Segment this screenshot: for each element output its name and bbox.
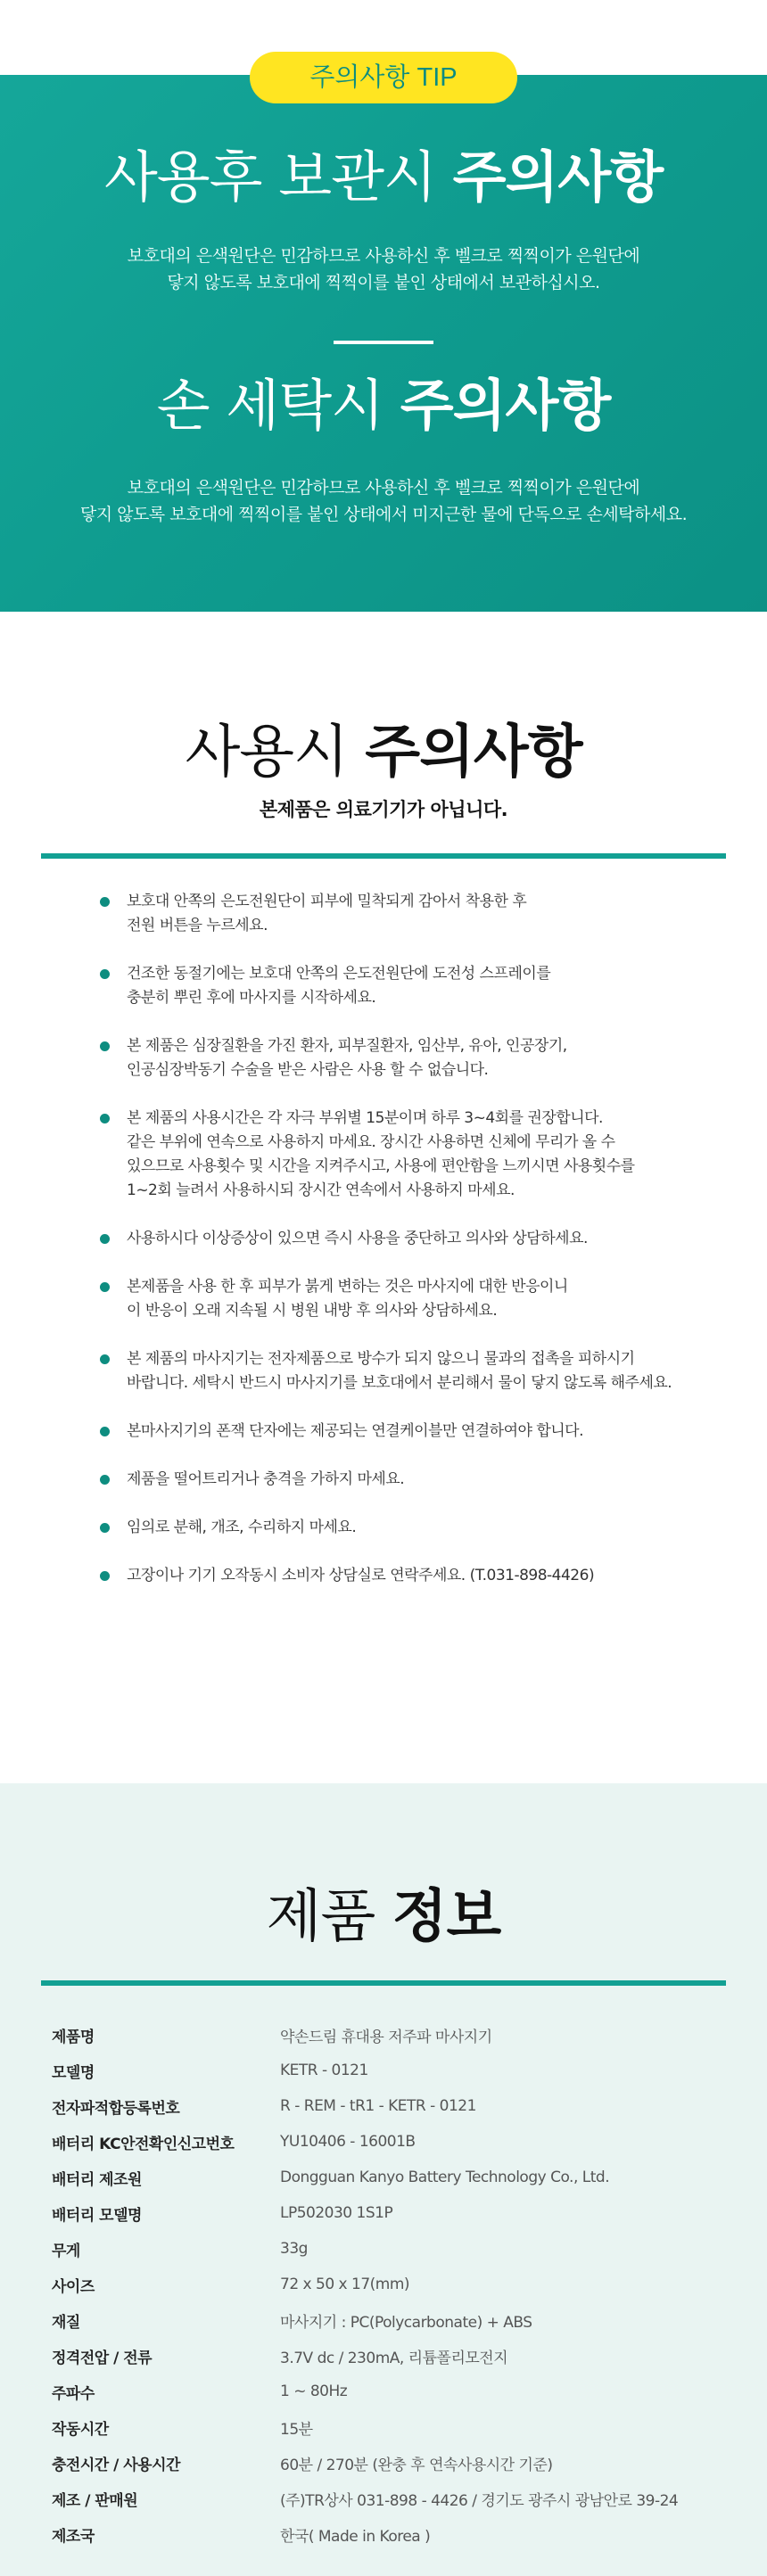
caution-hero xyxy=(0,0,767,612)
bullet-dot-icon xyxy=(100,1354,110,1364)
spec-row xyxy=(52,2374,730,2409)
spec-table-body xyxy=(52,2017,730,2552)
caution-item xyxy=(100,1034,724,1082)
spec-value: Dongguan Kanyo Battery Technology Co., Ltd. xyxy=(280,2169,610,2186)
caution-item xyxy=(100,1420,724,1444)
spec-row xyxy=(52,2195,730,2231)
spec-value: 마사지기 : PC(Polycarbonate) + ABS xyxy=(280,2313,532,2332)
spec-row xyxy=(52,2053,730,2088)
spec-label: 재질 xyxy=(52,2313,80,2332)
storage-title-bold: 주의사항 xyxy=(452,144,664,210)
spec-value: R - REM - tR1 - KETR - 0121 xyxy=(280,2097,476,2115)
usage-caution-section xyxy=(0,612,767,1783)
spec-label: 작동시간 xyxy=(52,2420,109,2439)
spec-value: YU10406 - 16001B xyxy=(280,2133,416,2151)
caution-item xyxy=(100,962,724,1010)
bullet-dot-icon xyxy=(100,1571,110,1581)
spec-label: 모델명 xyxy=(52,2063,95,2082)
caution-item xyxy=(100,1275,724,1323)
spec-label: 배터리 모델명 xyxy=(52,2206,142,2225)
bullet-dot-icon xyxy=(100,1234,110,1244)
section-divider xyxy=(334,341,433,344)
spec-label: 제조국 xyxy=(52,2527,95,2546)
caution-item xyxy=(100,1227,724,1251)
caution-list xyxy=(100,890,724,1612)
bullet-dot-icon xyxy=(100,969,110,979)
spec-row xyxy=(52,2267,730,2302)
bullet-dot-icon xyxy=(100,1041,110,1051)
spec-row xyxy=(52,2017,730,2053)
caution-item xyxy=(100,1107,724,1203)
not-medical-device-notice: 본제품은 의료기기가 아닙니다. xyxy=(259,799,508,820)
caution-item-text: 사용하시다 이상증상이 있으면 즉시 사용을 중단하고 의사와 상담하세요. xyxy=(127,1230,588,1247)
spec-value: 33g xyxy=(280,2240,308,2258)
caution-item-text: 본마사지기의 폰잭 단자에는 제공되는 연결케이블만 연결하여야 합니다. xyxy=(127,1422,583,1440)
storage-caution-title xyxy=(0,144,767,210)
spec-value: 72 x 50 x 17(mm) xyxy=(280,2276,410,2293)
spec-label: 정격전압 / 전류 xyxy=(52,2349,153,2367)
caution-item-text: 보호대 안쪽의 은도전원단이 피부에 밀착되게 감아서 착용한 후 전원 버튼을 누르세요. xyxy=(127,893,527,934)
spec-value: 15분 xyxy=(280,2420,313,2439)
caution-item xyxy=(100,1564,724,1588)
caution-item xyxy=(100,890,724,938)
bullet-dot-icon xyxy=(100,1114,110,1123)
caution-item-text: 건조한 동절기에는 보호대 안쪽의 은도전원단에 도전성 스프레이를 충분히 뿌린 후에 마사지를 시작하세요. xyxy=(127,965,551,1007)
caution-item-text: 본제품을 사용 한 후 피부가 붉게 변하는 것은 마사지에 대한 반응이니 이 반응이 오래 지속될 시 병원 내방 후 의사와 상담하세요. xyxy=(127,1278,568,1320)
spec-value: 1 ~ 80Hz xyxy=(280,2383,348,2400)
spec-row xyxy=(52,2160,730,2195)
usage-title-light: 사용시 xyxy=(185,720,366,786)
info-title-light: 제품 xyxy=(266,1884,392,1950)
spec-label: 제품명 xyxy=(52,2028,95,2046)
storage-caution-text xyxy=(0,243,767,296)
spec-value: 약손드림 휴대용 저주파 마사지기 xyxy=(280,2028,492,2046)
usage-caution-title xyxy=(0,706,767,788)
caution-item-text: 본 제품은 심장질환을 가진 환자, 피부질환자, 임산부, 유아, 인공장기, 인공심장박동기 수술을 받은 사람은 사용 할 수 없습니다. xyxy=(127,1037,567,1079)
wash-text-line: 닿지 않도록 보호대에 찍찍이를 붙인 상태에서 미지근한 물에 단독으로 손세탁하세요. xyxy=(79,505,688,524)
usage-title-bold: 주의사항 xyxy=(365,720,582,786)
spec-table xyxy=(52,2017,730,2552)
bullet-dot-icon xyxy=(100,1282,110,1292)
caution-tip-badge: 주의사항 TIP xyxy=(250,52,517,103)
spec-value: 한국( Made in Korea ) xyxy=(280,2527,431,2546)
caution-item xyxy=(100,1347,724,1395)
storage-text-line: 보호대의 은색원단은 민감하므로 사용하신 후 벨크로 찍찍이가 은원단에 xyxy=(127,246,640,266)
bullet-dot-icon xyxy=(100,1427,110,1436)
spec-row xyxy=(52,2088,730,2124)
caution-item-text: 본 제품의 마사지기는 전자제품으로 방수가 되지 않으니 물과의 접촉을 피하시기 바랍니다. 세탁시 반드시 마사지기를 보호대에서 분리해서 물이 닿지 않도록 해주세요. xyxy=(127,1350,672,1392)
teal-rule xyxy=(41,1980,726,1986)
info-title-bold: 정보 xyxy=(392,1884,501,1950)
caution-item-text: 고장이나 기기 오작동시 소비자 상담실로 연락주세요. (T.031-898-4426) xyxy=(127,1567,595,1584)
spec-row xyxy=(52,2445,730,2481)
wash-title-light: 손 세탁시 xyxy=(156,373,400,438)
wash-caution-text xyxy=(0,474,767,528)
wash-text-line: 보호대의 은색원단은 민감하므로 사용하신 후 벨크로 찍찍이가 은원단에 xyxy=(127,478,640,498)
spec-value: 3.7V dc / 230mA, 리튬폴리모전지 xyxy=(280,2349,508,2367)
spec-value: LP502030 1S1P xyxy=(280,2204,393,2222)
storage-text-line: 닿지 않도록 보호대에 찍찍이를 붙인 상태에서 보관하십시오. xyxy=(167,273,600,292)
spec-row xyxy=(52,2124,730,2160)
spec-label: 무게 xyxy=(52,2242,80,2260)
wash-caution-title xyxy=(0,373,767,438)
storage-title-light: 사용후 보관시 xyxy=(103,144,453,210)
spec-label: 제조 / 판매원 xyxy=(52,2491,138,2510)
bullet-dot-icon xyxy=(100,897,110,907)
spec-label: 충전시간 / 사용시간 xyxy=(52,2456,180,2474)
spec-row xyxy=(52,2338,730,2374)
caution-item-text: 제품을 떨어트리거나 충격을 가하지 마세요. xyxy=(127,1470,405,1488)
caution-item-text: 본 제품의 사용시간은 각 자극 부위별 15분이며 하루 3~4회를 권장합니다. 같은 부위에 연속으로 사용하지 마세요. 장시간 사용하면 신체에 무리가 올 수 있으므로 사용횟수 및 시간을 지켜주시고, 사용에 편안함을 느끼시면 사용횟수를 1~2회 늘려서 사용하시되 장시간 연속에서 사용하지 마세요. xyxy=(127,1109,635,1199)
spec-row xyxy=(52,2409,730,2445)
spec-row xyxy=(52,2302,730,2338)
spec-label: 배터리 KC안전확인신고번호 xyxy=(52,2135,235,2153)
spec-value: KETR - 0121 xyxy=(280,2062,368,2079)
spec-label: 전자파적합등록번호 xyxy=(52,2099,180,2118)
wash-title-bold: 주의사항 xyxy=(400,373,611,438)
product-info-title xyxy=(0,1871,767,1953)
caution-item xyxy=(100,1516,724,1540)
caution-item-text: 임의로 분해, 개조, 수리하지 마세요. xyxy=(127,1518,357,1536)
product-info-section xyxy=(0,1783,767,2576)
spec-label: 주파수 xyxy=(52,2384,95,2403)
teal-rule xyxy=(41,853,726,859)
caution-item xyxy=(100,1468,724,1492)
spec-row xyxy=(52,2516,730,2552)
spec-label: 배터리 제조원 xyxy=(52,2170,142,2189)
spec-label: 사이즈 xyxy=(52,2277,95,2296)
spec-row xyxy=(52,2231,730,2267)
spec-value: 60분 / 270분 (완충 후 연속사용시간 기준) xyxy=(280,2456,553,2474)
spec-row xyxy=(52,2481,730,2516)
bullet-dot-icon xyxy=(100,1475,110,1485)
bullet-dot-icon xyxy=(100,1523,110,1533)
spec-value: (주)TR상사 031-898 - 4426 / 경기도 광주시 광남안로 39-24 xyxy=(280,2491,679,2510)
